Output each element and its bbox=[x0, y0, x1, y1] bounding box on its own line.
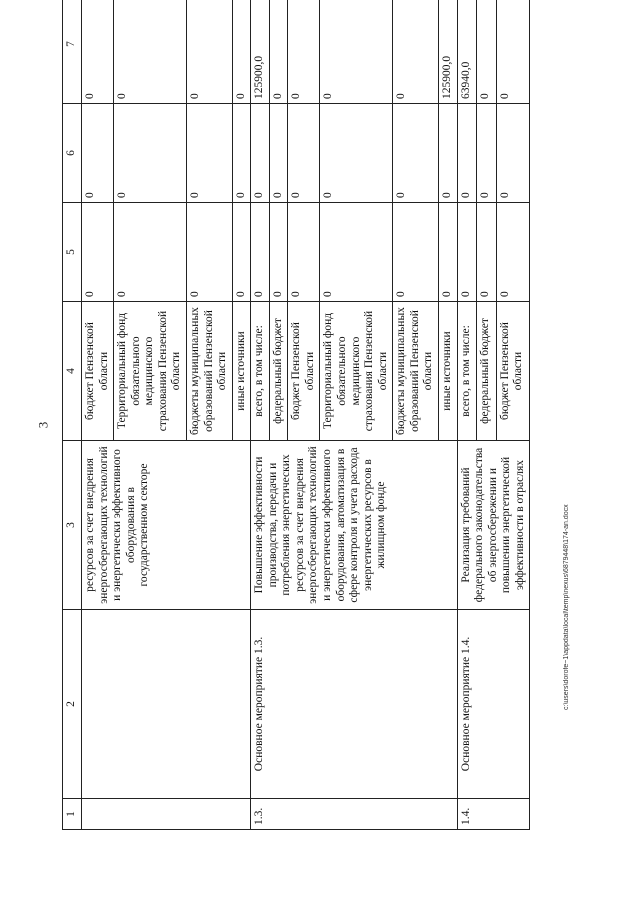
value-cell: 0 bbox=[186, 203, 232, 302]
row-number bbox=[82, 799, 251, 830]
value-cell: 0 bbox=[269, 0, 288, 104]
value-cell: 0 bbox=[320, 0, 393, 104]
value-cell: 0 bbox=[496, 0, 530, 104]
value-cell: 0 bbox=[232, 203, 251, 302]
value-cell: 0 bbox=[438, 104, 457, 203]
value-cell: 0 bbox=[393, 203, 439, 302]
value-cell: 0 bbox=[114, 203, 187, 302]
value-cell: 0 bbox=[393, 104, 439, 203]
table-row bbox=[82, 0, 114, 830]
row-name: Основное мероприятие 1.4. bbox=[457, 610, 530, 799]
value-cell: 0 bbox=[496, 203, 530, 302]
table-row bbox=[251, 0, 270, 830]
table-header-row bbox=[63, 0, 82, 830]
source-label: Территориальный фонд обязательного медицинского страхования Пензенской области bbox=[114, 302, 187, 441]
value-cell: 0 bbox=[288, 203, 320, 302]
header-cell: 5 bbox=[63, 203, 82, 302]
header-cell: 2 bbox=[63, 610, 82, 799]
source-label: Территориальный фонд обязательного медицинского страхования Пензенской области bbox=[320, 302, 393, 441]
row-number: 1.3. bbox=[251, 799, 457, 830]
value-cell: 0 bbox=[82, 203, 114, 302]
value-cell: 0 bbox=[114, 0, 187, 104]
row-name: Основное мероприятие 1.3. bbox=[251, 610, 457, 799]
row-number: 1.4. bbox=[457, 799, 530, 830]
funding-table bbox=[62, 0, 530, 830]
header-cell: 6 bbox=[63, 104, 82, 203]
table-row bbox=[457, 0, 477, 830]
source-label: бюджет Пензенской области bbox=[496, 302, 530, 441]
value-cell: 0 bbox=[82, 0, 114, 104]
source-label: бюджет Пензенской области bbox=[82, 302, 114, 441]
value-cell: 0 bbox=[393, 0, 439, 104]
value-cell: 0 bbox=[438, 203, 457, 302]
value-cell: 0 bbox=[477, 104, 497, 203]
source-label: иные источники bbox=[438, 302, 457, 441]
header-cell: 7 bbox=[63, 0, 82, 104]
value-cell: 0 bbox=[269, 104, 288, 203]
value-cell: 0 bbox=[496, 104, 530, 203]
value-cell: 0 bbox=[477, 0, 497, 104]
value-cell: 63940,0 bbox=[457, 0, 477, 104]
source-label: иные источники bbox=[232, 302, 251, 441]
value-cell: 0 bbox=[186, 0, 232, 104]
value-cell: 0 bbox=[457, 104, 477, 203]
value-cell: 0 bbox=[186, 104, 232, 203]
value-cell: 0 bbox=[251, 203, 270, 302]
source-label: всего, в том числе: bbox=[251, 302, 270, 441]
source-label: федеральный бюджет bbox=[477, 302, 497, 441]
value-cell: 0 bbox=[288, 104, 320, 203]
value-cell: 0 bbox=[477, 203, 497, 302]
value-cell: 0 bbox=[232, 0, 251, 104]
row-description: Повышение эффективности производства, передачи и потребления энергетических ресурсов за счет внедрения энергосберегающих технологий и энергетически эффективного оборудования, автоматизация в сфере контроля и учета расхода энергетических ресурсов в жилищном фонде bbox=[251, 441, 457, 610]
row-name bbox=[82, 610, 251, 799]
header-cell: 4 bbox=[63, 302, 82, 441]
value-cell: 0 bbox=[269, 203, 288, 302]
value-cell: 0 bbox=[320, 203, 393, 302]
value-cell: 0 bbox=[457, 203, 477, 302]
value-cell: 125900,0 bbox=[438, 0, 457, 104]
value-cell: 0 bbox=[82, 104, 114, 203]
page-number: 3 bbox=[35, 421, 51, 429]
file-path-footer: c:\users\dorofe~1\appdata\local\temp\nexus\6879448\174-an.docx bbox=[563, 504, 570, 710]
source-label: бюджет Пензенской области bbox=[288, 302, 320, 441]
row-description: ресурсов за счет внедрения энергосберегающих технологий и энергетически эффективного оборудования в государственном секторе bbox=[82, 441, 251, 610]
value-cell: 0 bbox=[251, 104, 270, 203]
source-label: федеральный бюджет bbox=[269, 302, 288, 441]
value-cell: 0 bbox=[232, 104, 251, 203]
rotated-table-container bbox=[62, 36, 526, 830]
value-cell: 0 bbox=[288, 0, 320, 104]
source-label: бюджеты муниципальных образований Пензенской области bbox=[186, 302, 232, 441]
source-label: бюджеты муниципальных образований Пензенской области bbox=[393, 302, 439, 441]
header-cell: 3 bbox=[63, 441, 82, 610]
header-cell: 1 bbox=[63, 799, 82, 830]
value-cell: 0 bbox=[320, 104, 393, 203]
row-description: Реализация требований федерального законодательства об энергосбережении и повышении энергетической эффективности в отраслях bbox=[457, 441, 530, 610]
value-cell: 0 bbox=[114, 104, 187, 203]
source-label: всего, в том числе: bbox=[457, 302, 477, 441]
value-cell: 125900,0 bbox=[251, 0, 270, 104]
